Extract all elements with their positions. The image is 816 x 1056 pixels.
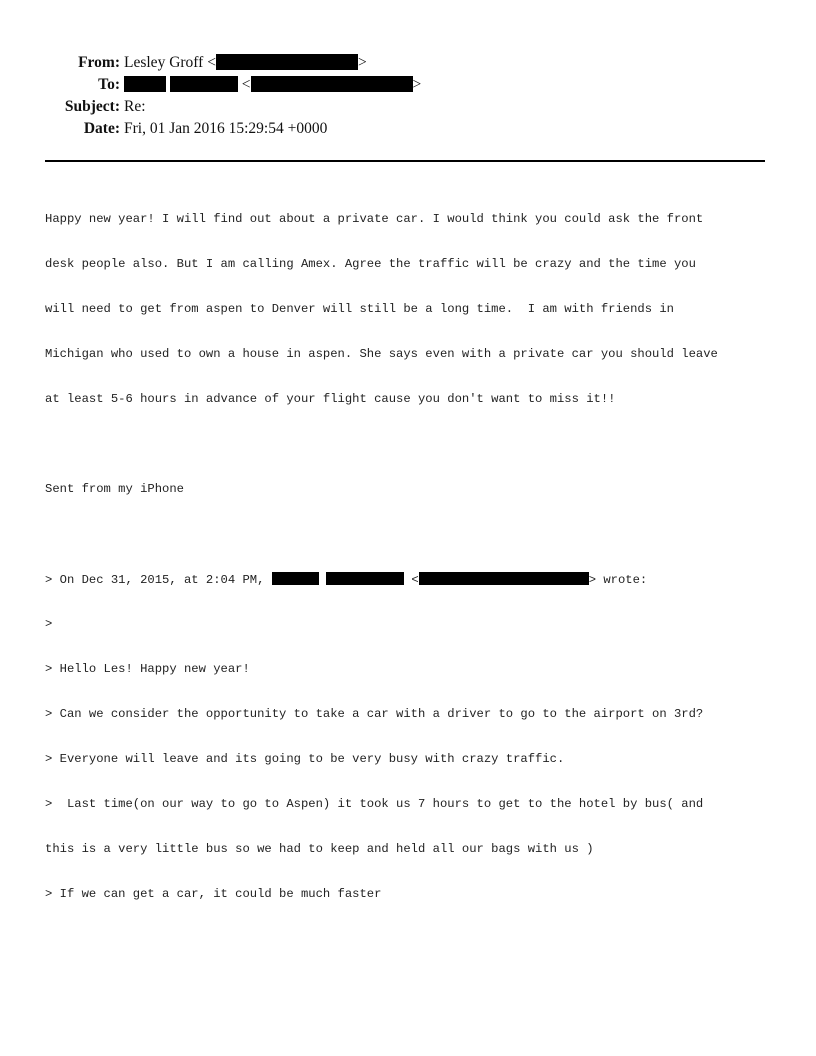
date-value: Fri, 01 Jan 2016 15:29:54 +0000 — [124, 120, 328, 137]
email-header — [0, 52, 816, 140]
body-line: desk people also. But I am calling Amex. Agree the traffic will be crazy and the time you — [45, 257, 696, 271]
body-line: will need to get from aspen to Denver will still be a long time. I am with friends in — [45, 302, 674, 316]
body-line: at least 5-6 hours in advance of your flight cause you don't want to miss it!! — [45, 392, 616, 406]
header-divider — [45, 160, 765, 162]
quote-line: > — [45, 617, 53, 631]
blank-line — [45, 437, 775, 452]
to-value: < > — [124, 74, 421, 96]
quote-line: this is a very little bus so we had to keep and held all our bags with us ) — [45, 842, 594, 856]
date-row — [0, 118, 816, 140]
redacted-sender-last-name — [326, 572, 404, 585]
redacted-sender-email — [419, 572, 589, 585]
redacted-to-last-name — [170, 76, 238, 92]
redacted-to-email — [251, 76, 413, 92]
redacted-to-first-name — [124, 76, 166, 92]
body-line: Michigan who used to own a house in aspen. She says even with a private car you should leave — [45, 347, 718, 361]
subject-value: Re: — [124, 98, 146, 115]
quote-line: > Hello Les! Happy new year! — [45, 662, 250, 676]
to-row — [0, 74, 816, 96]
quote-line: > Last time(on our way to go to Aspen) it took us 7 hours to get to the hotel by bus( and — [45, 797, 704, 811]
quote-line: > If we can get a car, it could be much faster — [45, 887, 382, 901]
date-label: Date: — [83, 120, 120, 137]
quote-intro: > On Dec 31, 2015, at 2:04 PM, < > wrote: — [45, 573, 648, 587]
quote-intro-suffix: > wrote: — [588, 573, 648, 587]
subject-label: Subject: — [64, 98, 120, 115]
blank-line — [45, 527, 775, 542]
quote-line: > Can we consider the opportunity to take a car with a driver to go to the airport on 3rd? — [45, 707, 704, 721]
from-name: Lesley Groff — [124, 54, 204, 71]
from-row — [0, 52, 816, 74]
quote-intro-prefix: > On Dec 31, 2015, at 2:04 PM, — [45, 573, 265, 587]
to-label: To: — [98, 76, 120, 93]
redacted-from-email — [216, 54, 358, 70]
signature: Sent from my iPhone — [45, 482, 184, 496]
email-body — [45, 182, 775, 917]
body-line: Happy new year! I will find out about a private car. I would think you could ask the front — [45, 212, 704, 226]
subject-row — [0, 96, 816, 118]
redacted-sender-first-name — [272, 572, 319, 585]
from-value: Lesley Groff < > — [124, 54, 367, 71]
quote-line: > Everyone will leave and its going to be very busy with crazy traffic. — [45, 752, 565, 766]
from-label: From: — [78, 54, 120, 71]
